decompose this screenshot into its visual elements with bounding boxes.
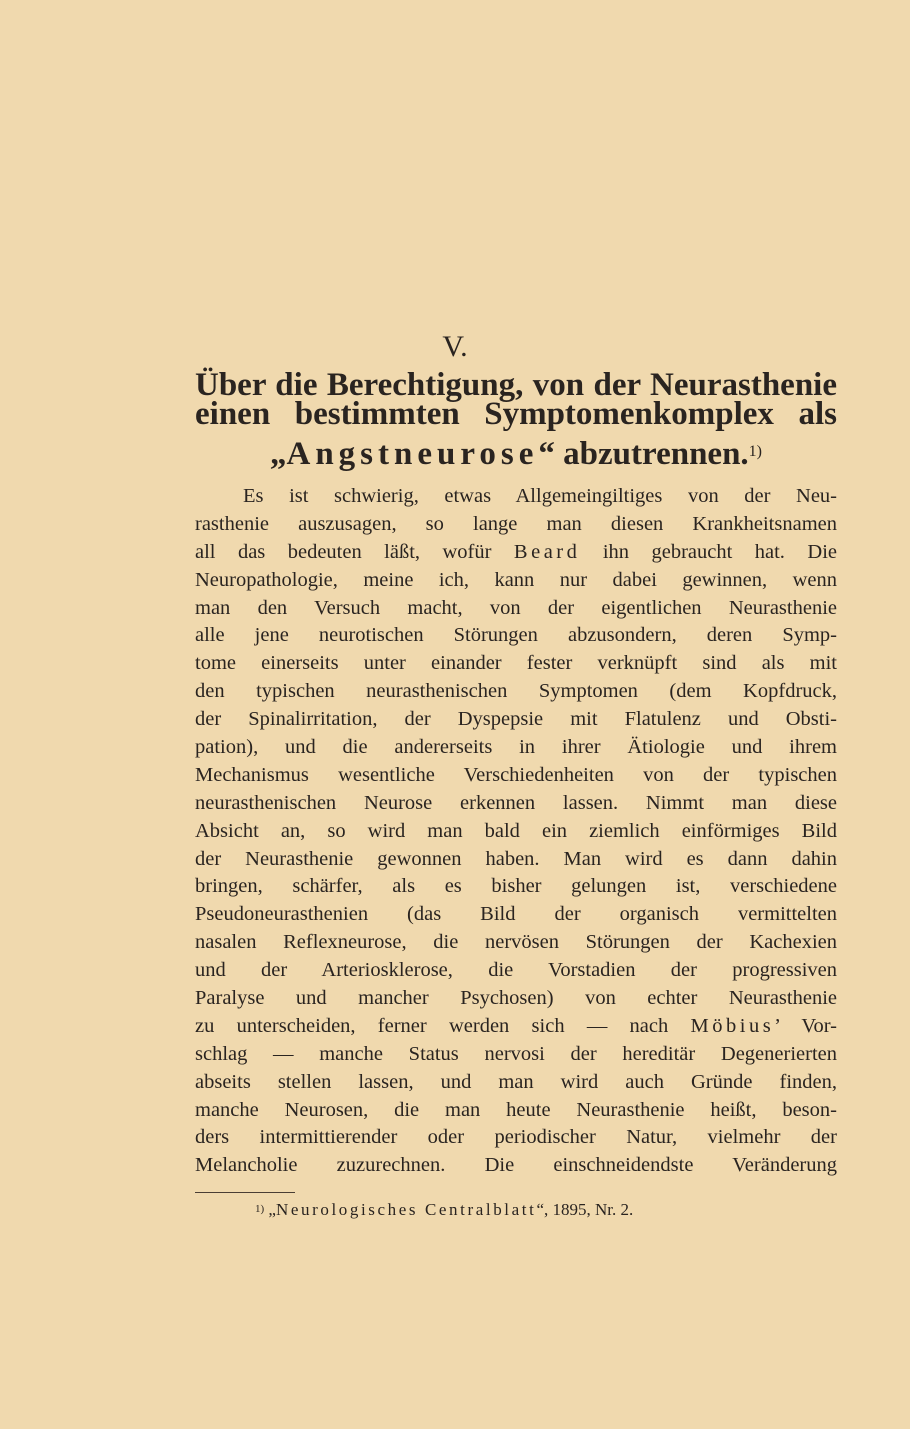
body-line	[195, 1013, 837, 1041]
footnote-citation: “, 1895, Nr. 2.	[536, 1200, 634, 1219]
body-line: Paralyse und mancher Psychosen) von echter Neurasthenie	[195, 987, 837, 1010]
title-footnote-marker: 1)	[748, 443, 762, 460]
title-quote-open: „	[270, 436, 287, 472]
author-name-beard: Beard	[513, 540, 581, 563]
title-rest: abzutrennen.	[554, 436, 749, 472]
chapter-numeral: V.	[442, 330, 468, 363]
body-line: rasthenie auszusagen, so lange man diesen Krankheitsnamen	[195, 512, 837, 535]
body-line: Pseudoneurasthenien (das Bild der organisch vermittelten	[195, 903, 837, 926]
title-quote-close: “	[538, 436, 555, 472]
title-line-1: Über die Berechtigung, von der Neurasthenie	[195, 367, 837, 403]
body-line: tome einerseits unter einander fester verknüpft sind als mit	[195, 652, 837, 675]
footnote	[255, 1198, 633, 1222]
body-line: man den Versuch macht, von der eigentlichen Neurasthenie	[195, 596, 837, 619]
footnote-journal-name: Neurologisches Centralblatt	[275, 1200, 537, 1219]
body-line: Neuropathologie, meine ich, kann nur dabei gewinnen, wenn	[195, 568, 837, 591]
body-line: abseits stellen lassen, und man wird auch Gründe finden,	[195, 1070, 837, 1093]
body-line: neurasthenischen Neurose erkennen lassen. Nimmt man diese	[195, 791, 837, 814]
body-line: Mechanismus wesentliche Verschiedenheiten von der typischen	[195, 763, 837, 786]
body-line: schlag — manche Status nervosi der hereditär Degenerierten	[195, 1042, 837, 1065]
body-line-segment: ihn gebraucht hat. Die	[580, 540, 837, 563]
body-line: pation), und die andererseits in ihrer Ätiologie und ihrem	[195, 736, 837, 759]
body-line: alle jene neurotischen Störungen abzusondern, deren Symp-	[195, 624, 837, 647]
body-paragraph	[195, 483, 837, 1180]
title-line-3	[195, 437, 837, 471]
body-line: Absicht an, so wird man bald ein ziemlich einförmiges Bild	[195, 819, 837, 842]
body-line: ders intermittierender oder periodischer Natur, vielmehr der	[195, 1126, 837, 1149]
footnote-marker: 1)	[255, 1203, 265, 1215]
title-line-2: einen bestimmten Symptomenkomplex als	[195, 396, 837, 432]
footnote-divider	[195, 1192, 295, 1193]
body-line: der Spinalirritation, der Dyspepsie mit Flatulenz und Obsti-	[195, 708, 837, 731]
body-line: bringen, schärfer, als es bisher gelungen ist, verschiedene	[195, 875, 837, 898]
body-line	[195, 539, 837, 567]
body-line: Es ist schwierig, etwas Allgemeingiltiges von der Neu-	[243, 485, 837, 507]
footnote-quote-open: „	[264, 1200, 276, 1219]
author-name-moebius: Möbius	[690, 1014, 775, 1037]
body-line: nasalen Reflexneurose, die nervösen Störungen der Kachexien	[195, 931, 837, 954]
body-line: den typischen neurasthenischen Symptomen (dem Kopfdruck,	[195, 680, 837, 703]
body-line: der Neurasthenie gewonnen haben. Man wird es dann dahin	[195, 847, 837, 870]
body-line: manche Neurosen, die man heute Neurasthenie heißt, beson-	[195, 1098, 837, 1121]
body-line-segment: ’ Vor-	[774, 1014, 838, 1037]
body-line: und der Arteriosklerose, die Vorstadien der progressiven	[195, 959, 837, 982]
body-line-segment: zu unterscheiden, ferner werden sich — nach	[195, 1014, 691, 1037]
title-spaced-word: Angstneurose	[286, 436, 539, 472]
body-line-segment: all das bedeuten läßt, wofür	[195, 540, 514, 563]
body-line: Melancholie zuzurechnen. Die einschneidendste Veränderung	[195, 1154, 837, 1177]
